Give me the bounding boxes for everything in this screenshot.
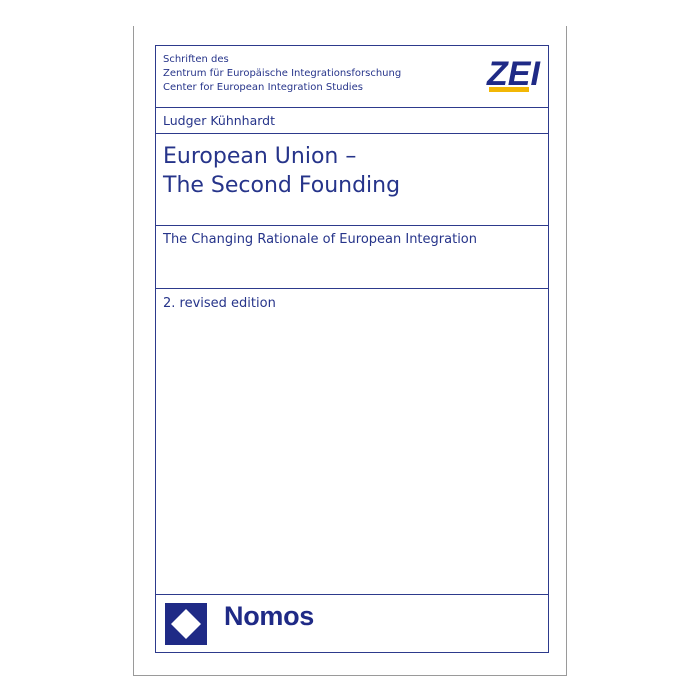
title-line-1: European Union – — [163, 144, 357, 169]
author-row — [156, 108, 548, 134]
book-title — [163, 142, 400, 200]
series-line-1: Schriften des — [163, 54, 229, 65]
series-header — [156, 46, 548, 108]
subtitle-block — [156, 226, 548, 289]
publisher-row — [156, 594, 548, 652]
series-line-3: Center for European Integration Studies — [163, 82, 363, 93]
title-block — [156, 134, 548, 226]
edition-label: 2. revised edition — [163, 296, 276, 311]
publisher-name: Nomos — [224, 601, 315, 631]
author-name: Ludger Kühnhardt — [163, 113, 276, 128]
title-line-2: The Second Founding — [163, 173, 401, 198]
nomos-diamond-icon — [165, 603, 207, 645]
zei-logo-icon — [484, 55, 542, 95]
zei-logo-text: ZEI — [487, 55, 540, 93]
series-text — [163, 53, 401, 95]
cover-frame — [155, 45, 549, 653]
book-subtitle: The Changing Rationale of European Integration — [163, 232, 477, 247]
series-line-2: Zentrum für Europäische Integrationsforschung — [163, 68, 402, 79]
